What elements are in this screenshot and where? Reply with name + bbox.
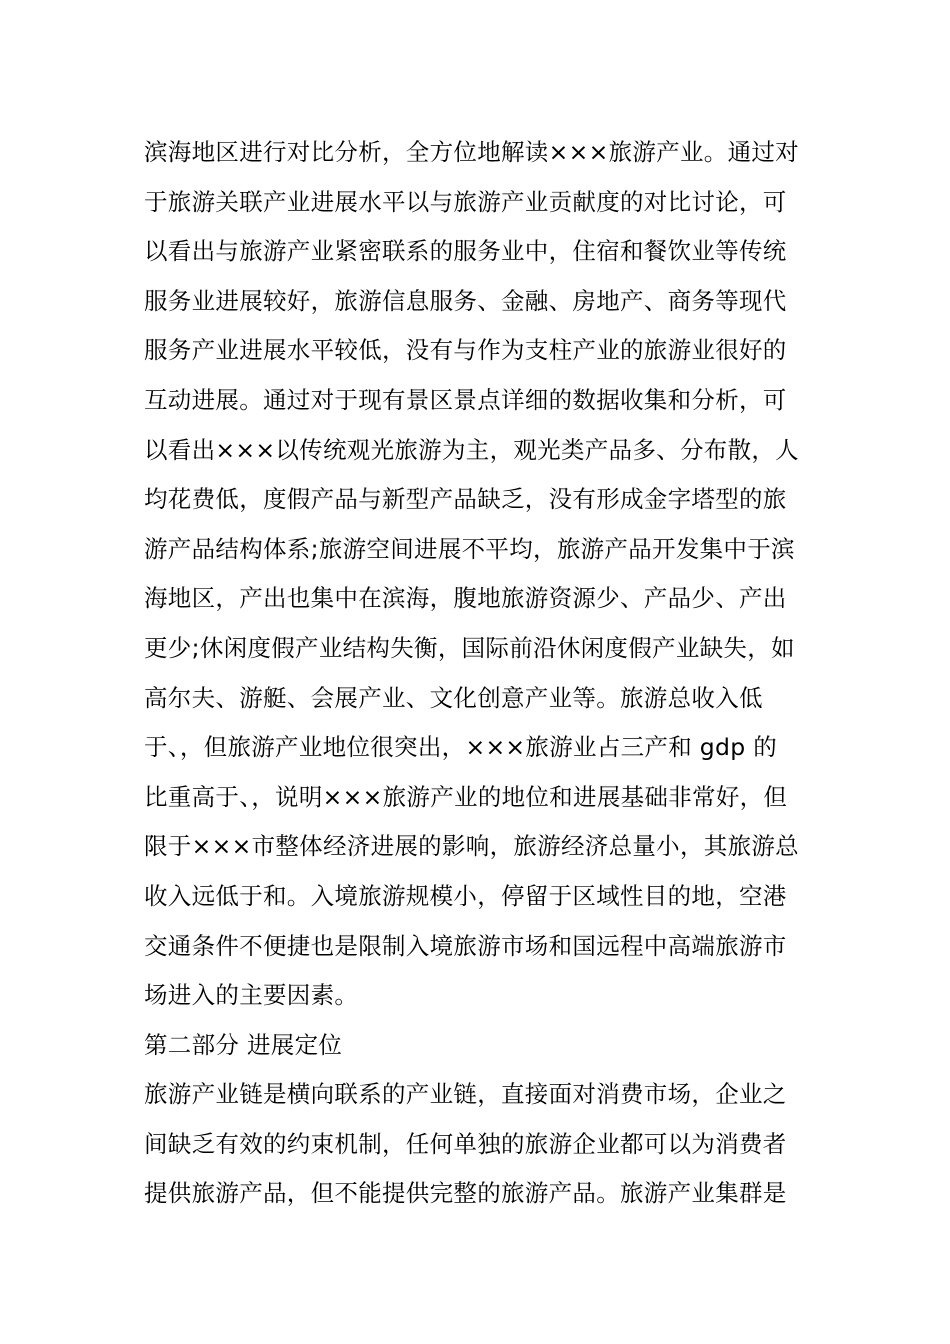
text-line: 收入远低于和。入境旅游规模小，停留于区域性目的地，空港 (144, 881, 787, 910)
section-heading: 第二部分 进展定位 (144, 1030, 343, 1059)
text-line: 于、，但旅游产业地位很突出，×××旅游业占三产和 gdp 的 (144, 733, 778, 762)
text-line: 提供旅游产品，但不能提供完整的旅游产品。旅游产业集群是 (144, 1179, 787, 1208)
text-line: 服务业进展较好，旅游信息服务、金融、房地产、商务等现代 (144, 286, 787, 315)
text-line: 于旅游关联产业进展水平以与旅游产业贡献度的对比讨论，可 (144, 187, 787, 216)
text-line: 海地区，产出也集中在滨海，腹地旅游资源少、产品少、产出 (144, 584, 787, 613)
text-line: 以看出与旅游产业紧密联系的服务业中，住宿和餐饮业等传统 (144, 237, 787, 266)
text-line: 以看出×××以传统观光旅游为主，观光类产品多、分布散，人 (144, 435, 799, 464)
text-line: 滨海地区进行对比分析，全方位地解读×××旅游产业。通过对 (144, 138, 799, 166)
text-line: 比重高于、，说明×××旅游产业的地位和进展基础非常好，但 (144, 782, 788, 811)
text-line: 交通条件不便捷也是限制入境旅游市场和国远程中高端旅游市 (144, 931, 787, 960)
body-text (144, 128, 824, 1219)
text-line: 游产品结构体系;旅游空间进展不平均，旅游产品开发集中于滨 (144, 534, 795, 563)
text-line: 限于×××市整体经济进展的影响，旅游经济总量小，其旅游总 (144, 832, 799, 861)
text-line: 场进入的主要因素。 (144, 981, 359, 1010)
text-line: 间缺乏有效的约束机制，任何单独的旅游企业都可以为消费者 (144, 1129, 787, 1158)
text-line: 旅游产业链是横向联系的产业链，直接面对消费市场，企业之 (144, 1080, 787, 1109)
text-line: 更少;休闲度假产业结构失衡，国际前沿休闲度假产业缺失，如 (144, 633, 795, 662)
text-line: 均花费低，度假产品与新型产品缺乏，没有形成金字塔型的旅 (144, 485, 787, 514)
text-line: 服务产业进展水平较低，没有与作为支柱产业的旅游业很好的 (144, 336, 787, 365)
text-line: 互动进展。通过对于现有景区景点详细的数据收集和分析，可 (144, 385, 787, 414)
text-line: 高尔夫、游艇、会展产业、文化创意产业等。旅游总收入低 (144, 683, 763, 712)
